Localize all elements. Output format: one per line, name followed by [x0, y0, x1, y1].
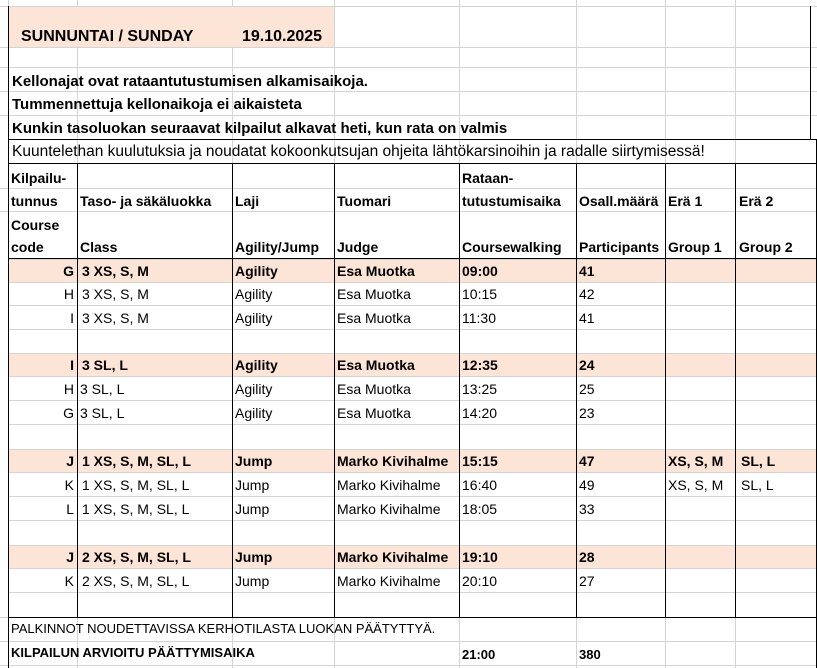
- cell-time: 16:40: [462, 477, 498, 493]
- header-walk-fi-2: tutustumisaika: [462, 193, 561, 209]
- cell-time: 12:35: [462, 357, 498, 373]
- header-group2-en: Group 2: [739, 239, 793, 255]
- cell-judge: Esa Muotka: [337, 381, 411, 397]
- cell-count: 47: [579, 453, 595, 469]
- header-class-en: Class: [80, 239, 118, 255]
- cell-judge: Esa Muotka: [337, 310, 411, 326]
- note-1: Kellonajat ovat rataantutustumisen alkamisaikoja.: [12, 73, 368, 90]
- cell-time: 14:20: [462, 405, 498, 421]
- end-time-value: 21:00: [462, 647, 496, 662]
- cell-type: Jump: [235, 573, 270, 589]
- gridline: [8, 545, 817, 546]
- border: [334, 163, 335, 618]
- cell-count: 42: [579, 286, 595, 302]
- cell-type: Agility: [235, 405, 273, 421]
- cell-code: H: [63, 381, 74, 397]
- gridline: [8, 520, 817, 521]
- header-walk-fi-1: Rataan-: [462, 170, 514, 186]
- note-4: Kuuntelethan kuulutuksia ja noudatat kokoonkutsujan ohjeita lähtökarsinoihin ja radalle siirtymisessä!: [12, 143, 705, 160]
- cell-group2: SL, L: [741, 477, 774, 493]
- cell-code: H: [63, 286, 74, 302]
- header-group1-fi: Erä 1: [668, 193, 703, 209]
- cell-class: 2 XS, S, M, SL, L: [82, 549, 191, 565]
- gridline: [0, 665, 817, 666]
- gridline: [8, 282, 817, 283]
- header-walk-en: Coursewalking: [462, 239, 562, 255]
- cell-time: 09:00: [462, 263, 498, 279]
- border: [8, 139, 817, 140]
- gridline: [0, 188, 817, 189]
- border: [77, 163, 78, 618]
- gridline: [8, 305, 817, 306]
- day-title: SUNNUNTAI / SUNDAY: [21, 28, 194, 45]
- border: [735, 163, 736, 618]
- cell-count: 24: [579, 357, 595, 373]
- cell-count: 49: [579, 477, 595, 493]
- cell-code: G: [63, 263, 74, 279]
- gridline: [8, 496, 817, 497]
- header-code-en-2: code: [11, 239, 44, 255]
- cell-class: 3 XS, S, M: [82, 310, 149, 326]
- cell-type: Agility: [235, 357, 278, 373]
- cell-time: 15:15: [462, 453, 498, 469]
- cell-type: Agility: [235, 381, 273, 397]
- cell-code: I: [70, 310, 74, 326]
- cell-class: 2 XS, S, M, SL, L: [82, 573, 190, 589]
- gridline: [0, 67, 817, 68]
- cell-count: 41: [579, 263, 595, 279]
- header-type-fi: Laji: [235, 193, 260, 209]
- gridline: [0, 115, 817, 116]
- header-class-fi: Taso- ja säkäluokka: [80, 193, 212, 209]
- cell-code: J: [66, 453, 74, 469]
- cell-count: 41: [579, 310, 595, 326]
- cell-code: G: [63, 405, 74, 421]
- header-group1-en: Group 1: [668, 239, 722, 255]
- cell-group2: SL, L: [741, 453, 776, 469]
- cell-class: 3 SL, L: [80, 381, 125, 397]
- cell-judge: Marko Kivihalme: [337, 453, 449, 469]
- gridline: [0, 91, 817, 92]
- total-participants: 380: [579, 647, 601, 662]
- cell-time: 11:30: [462, 310, 496, 326]
- header-participants-fi: Osall.määrä: [579, 193, 659, 209]
- cell-type: Agility: [235, 286, 273, 302]
- cell-type: Agility: [235, 263, 278, 279]
- cell-class: 1 XS, S, M, SL, L: [82, 501, 190, 517]
- gridline: [8, 592, 817, 593]
- cell-time: 10:15: [462, 286, 498, 302]
- cell-code: J: [66, 549, 74, 565]
- border: [8, 258, 817, 259]
- gridline: [8, 424, 817, 425]
- header-participants-en: Participants: [579, 239, 660, 255]
- cell-class: 3 SL, L: [80, 405, 125, 421]
- cell-time: 20:10: [462, 573, 498, 589]
- event-date: 19.10.2025: [242, 28, 323, 45]
- cell-group1: XS, S, M: [668, 453, 724, 469]
- cell-class: 1 XS, S, M, SL, L: [82, 453, 191, 469]
- cell-class: 1 XS, S, M, SL, L: [82, 477, 190, 493]
- gridline: [0, 47, 817, 48]
- cell-judge: Marko Kivihalme: [337, 501, 441, 517]
- cell-count: 33: [579, 501, 595, 517]
- cell-type: Jump: [235, 549, 273, 565]
- border: [576, 163, 577, 618]
- cell-judge: Esa Muotka: [337, 357, 415, 373]
- gridline: [8, 472, 817, 473]
- border: [665, 163, 666, 618]
- cell-judge: Marko Kivihalme: [337, 549, 449, 565]
- cell-count: 28: [579, 549, 595, 565]
- header-type-en: Agility/Jump: [235, 239, 320, 255]
- cell-class: 3 XS, S, M: [82, 286, 149, 302]
- prizes-note: PALKINNOT NOUDETTAVISSA KERHOTILASTA LUOKAN PÄÄTYTTYÄ.: [11, 621, 436, 636]
- header-judge-en: Judge: [337, 239, 379, 255]
- cell-count: 23: [579, 405, 595, 421]
- cell-judge: Marko Kivihalme: [337, 573, 441, 589]
- cell-class: 3 SL, L: [82, 357, 128, 373]
- cell-judge: Esa Muotka: [337, 263, 415, 279]
- cell-code: I: [70, 357, 74, 373]
- border: [810, 6, 811, 140]
- header-code-fi-1: Kilpailu-: [11, 170, 67, 186]
- cell-type: Agility: [235, 310, 273, 326]
- border: [232, 163, 233, 618]
- note-3: Kunkin tasoluokan seuraavat kilpailut alkavat heti, kun rata on valmis: [12, 120, 508, 137]
- cell-class: 3 XS, S, M: [82, 263, 149, 279]
- header-code-fi-2: tunnus: [11, 193, 58, 209]
- cell-judge: Esa Muotka: [337, 286, 411, 302]
- cell-judge: Marko Kivihalme: [337, 477, 441, 493]
- cell-count: 27: [579, 573, 595, 589]
- gridline: [0, 641, 817, 642]
- cell-time: 18:05: [462, 501, 498, 517]
- border: [459, 163, 460, 618]
- cell-count: 25: [579, 381, 595, 397]
- gridline: [8, 568, 817, 569]
- header-judge-fi: Tuomari: [337, 193, 392, 209]
- border: [8, 617, 817, 618]
- cell-time: 13:25: [462, 381, 498, 397]
- header-group2-fi: Erä 2: [739, 193, 774, 209]
- cell-code: L: [66, 501, 74, 517]
- border: [8, 163, 817, 164]
- gridline: [8, 449, 817, 450]
- gridline: [8, 376, 817, 377]
- gridline: [0, 211, 817, 212]
- cell-type: Jump: [235, 453, 273, 469]
- cell-code: K: [64, 477, 74, 493]
- cell-time: 19:10: [462, 549, 498, 565]
- note-2: Tummennettuja kellonaikoja ei aikaisteta: [12, 96, 302, 113]
- end-time-label: KILPAILUN ARVIOITU PÄÄTTYMISAIKA: [11, 645, 255, 660]
- header-code-en-1: Course: [11, 217, 60, 233]
- border: [8, 6, 9, 668]
- gridline: [8, 400, 817, 401]
- cell-code: K: [64, 573, 74, 589]
- gridline: [8, 259, 817, 260]
- cell-judge: Esa Muotka: [337, 405, 411, 421]
- cell-type: Jump: [235, 477, 270, 493]
- cell-type: Jump: [235, 501, 270, 517]
- gridline: [8, 329, 817, 330]
- gridline: [8, 353, 817, 354]
- cell-group1: XS, S, M: [668, 477, 724, 493]
